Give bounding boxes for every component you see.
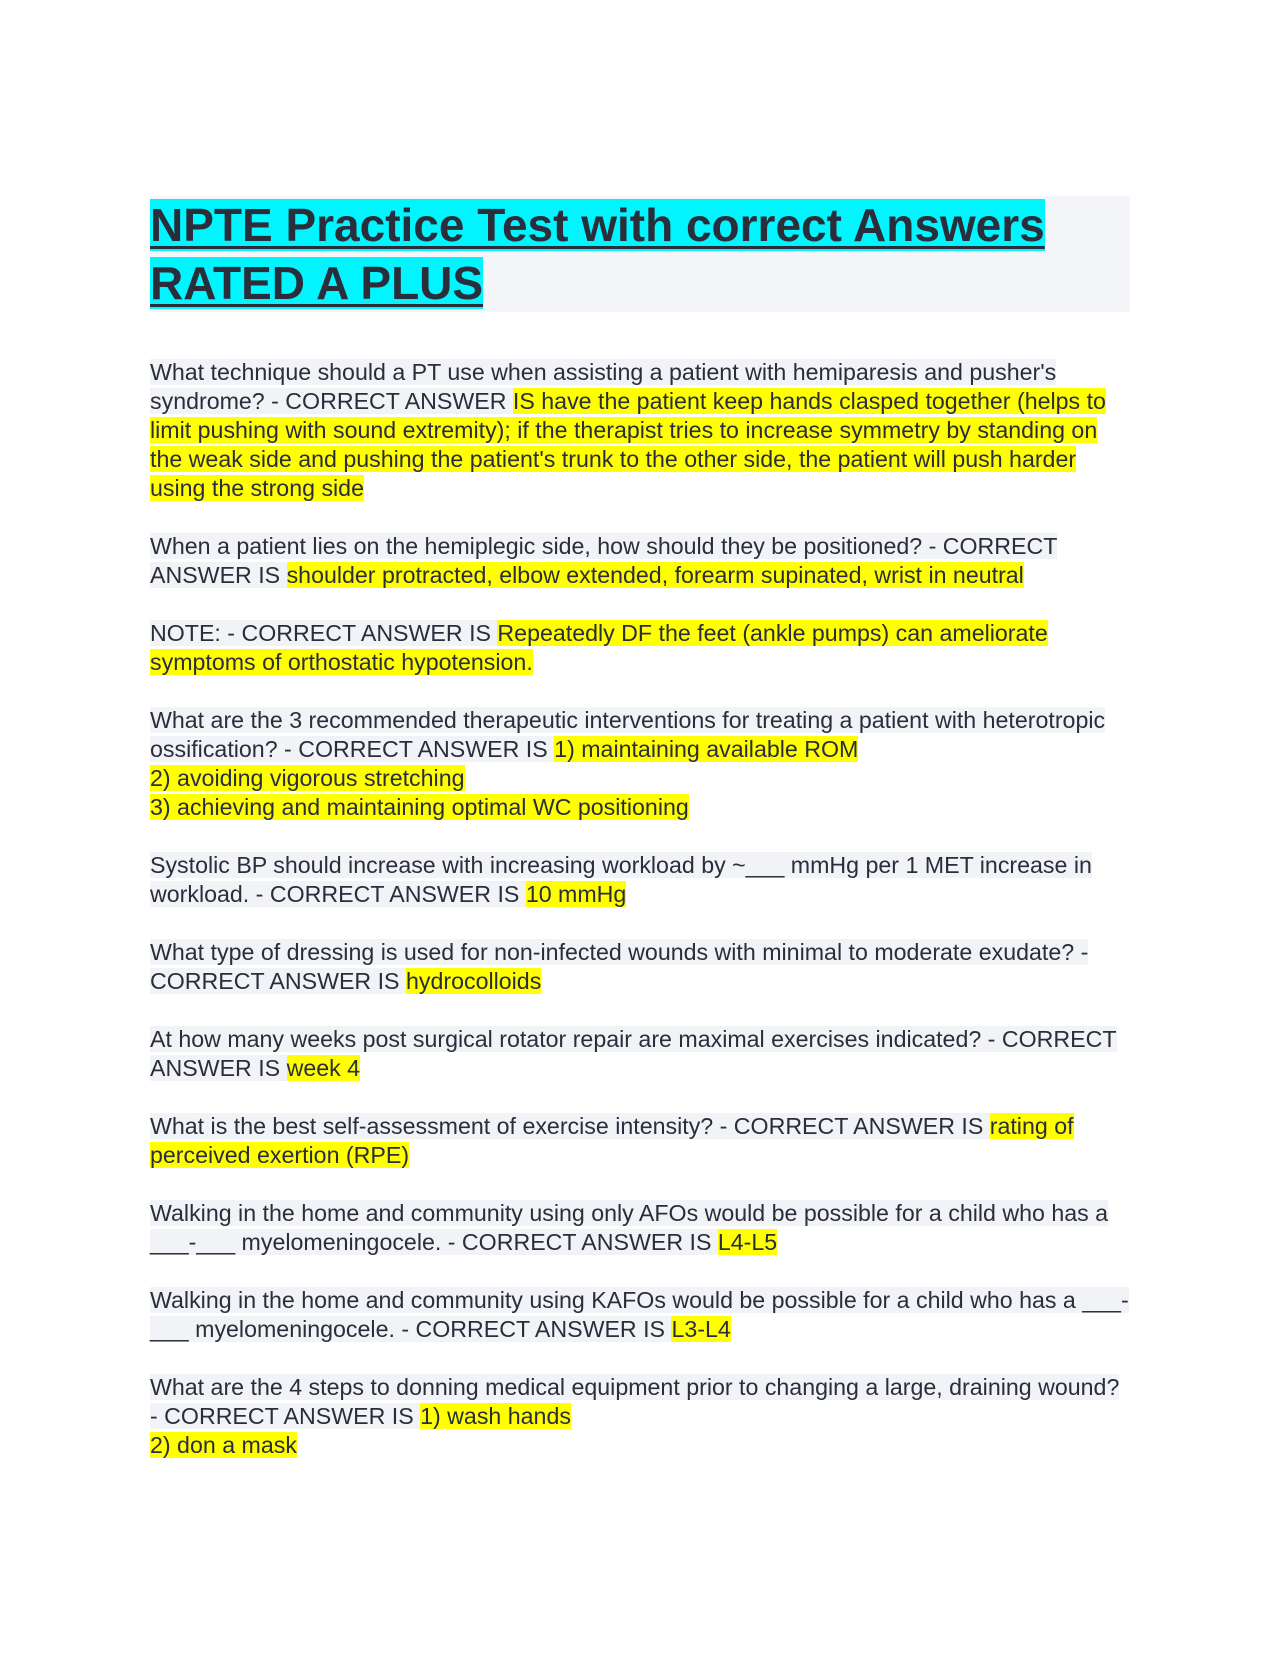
qa-item <box>150 938 1130 996</box>
answer-text: rating of perceived exertion (RPE) <box>150 1113 1074 1168</box>
qa-item <box>150 1199 1130 1257</box>
document-page <box>150 196 1130 1489</box>
qa-item <box>150 1112 1130 1170</box>
document-title-text: NPTE Practice Test with correct Answers RATED A PLUS <box>150 199 1045 309</box>
answer-text: L3-L4 <box>671 1316 731 1342</box>
qa-item <box>150 851 1130 909</box>
answer-text: L4-L5 <box>717 1229 778 1255</box>
qa-item <box>150 532 1130 590</box>
answer-text: IS have the patient keep hands clasped together (helps to limit pushing with sound extremity); if the therapist tries to increase symmetry by standing on the weak side and pushing the patient's trunk to the other side, the patient will push harder using the strong side <box>150 388 1106 501</box>
qa-item <box>150 706 1130 822</box>
answer-text: 1) wash hands 2) don a mask <box>150 1403 571 1458</box>
question-text: What are the 4 steps to donning medical equipment prior to changing a large, draining wound? - CORRECT ANSWER IS <box>150 1374 1120 1429</box>
answer-text: shoulder protracted, elbow extended, forearm supinated, wrist in neutral <box>286 562 1024 588</box>
answer-text: week 4 <box>286 1055 361 1081</box>
question-text: What are the 3 recommended therapeutic interventions for treating a patient with heterotropic ossification? - CORRECT ANSWER IS <box>150 707 1106 762</box>
qa-item <box>150 1025 1130 1083</box>
answer-text: 1) maintaining available ROM 2) avoiding vigorous stretching 3) achieving and maintaining optimal WC positioning <box>150 736 859 820</box>
question-text: Walking in the home and community using KAFOs would be possible for a child who has a ___-___ myelomeningocele. - CORRECT ANSWER IS <box>150 1287 1129 1342</box>
question-text: Walking in the home and community using only AFOs would be possible for a child who has a ___-___ myelomeningocele. - CORRECT ANSWER IS <box>150 1200 1109 1255</box>
document-title <box>150 196 1130 312</box>
question-text: What is the best self-assessment of exercise intensity? - CORRECT ANSWER IS <box>150 1113 990 1139</box>
question-text: What technique should a PT use when assisting a patient with hemiparesis and pusher's syndrome? - CORRECT ANSWER <box>150 359 1057 414</box>
qa-item <box>150 1286 1130 1344</box>
question-text: At how many weeks post surgical rotator repair are maximal exercises indicated? - CORRECT ANSWER IS <box>150 1026 1117 1081</box>
qa-item <box>150 619 1130 677</box>
qa-item <box>150 1373 1130 1460</box>
question-text: Systolic BP should increase with increasing workload by ~___ mmHg per 1 MET increase in workload. - CORRECT ANSWER IS <box>150 852 1092 907</box>
qa-item <box>150 358 1130 503</box>
question-text: When a patient lies on the hemiplegic side, how should they be positioned? - CORRECT ANSWER IS <box>150 533 1058 588</box>
answer-text: hydrocolloids <box>405 968 542 994</box>
question-text: NOTE: - CORRECT ANSWER IS <box>150 620 498 646</box>
answer-text: 10 mmHg <box>525 881 627 907</box>
question-text: What type of dressing is used for non-infected wounds with minimal to moderate exudate? - CORRECT ANSWER IS <box>150 939 1089 994</box>
answer-text: Repeatedly DF the feet (ankle pumps) can ameliorate symptoms of orthostatic hypotension. <box>150 620 1048 675</box>
